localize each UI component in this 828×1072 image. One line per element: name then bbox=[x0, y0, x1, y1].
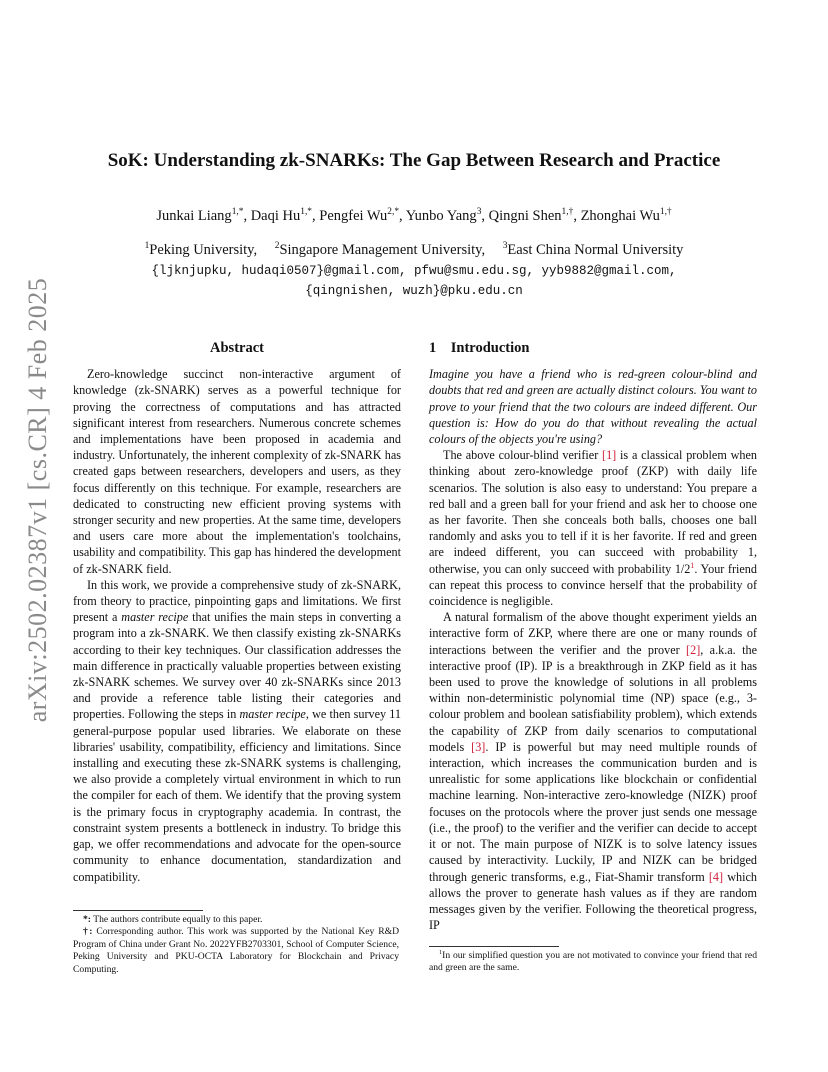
footnote-link[interactable]: 1 bbox=[690, 560, 695, 570]
affiliation-name: East China Normal University bbox=[507, 242, 684, 258]
author-mark: 1,† bbox=[561, 207, 574, 218]
text-run: that unifies the main steps in converting a program into a zk-SNARK. We then classify existing zk-SNARKs according to their key techniques. Our classification addresses the main difference in practically valuable properties between existing zk-SNARK schemes. We survey over 40 zk-SNARKs since 2013 and provide a reference table listing their categories and properties. Following the steps in bbox=[73, 610, 401, 722]
footnote-text: In our simplified question you are not motivated to convince your friend that red and green are the same. bbox=[429, 950, 757, 974]
footnote-equal-contribution bbox=[73, 914, 399, 926]
author-name: Daqi Hu bbox=[250, 208, 301, 224]
author-name: Pengfei Wu bbox=[319, 208, 388, 224]
citation-link[interactable]: [4] bbox=[708, 869, 724, 884]
text-run: . IP is powerful but may need multiple rounds of interaction, which increases the communication burden and is unrealistic for some applications like blockchain or confidential machine learning. Non-interactive zero-knowledge (NIZK) proof focuses on the protocols where the prover just sends one message (i.e., the proof) to the verifier and the verifier can decide to accept it or not. The main purpose of NIZK is to solve latency issues caused by interactivity. Luckily, IP and NIZK can be bridged through generic transforms, e.g., Fiat-Shamir transform bbox=[429, 739, 757, 884]
section-title: Introduction bbox=[450, 340, 530, 356]
citation-link[interactable]: [1] bbox=[602, 448, 617, 463]
footnote-text: Corresponding author. This work was supported by the National Key R&D Program of China under Grant No. 2022YFB2703301, School of Computer Science, Peking University and PKU-OCTA Laboratory for Blockchain and Privacy Computing. bbox=[73, 926, 400, 975]
author-name: Junkai Liang bbox=[156, 208, 232, 224]
affiliation-name: Singapore Management University, bbox=[279, 242, 486, 258]
footnotes-left bbox=[73, 914, 399, 976]
author-mark: 1,* bbox=[231, 207, 244, 218]
arxiv-identifier bbox=[18, 277, 58, 723]
text-run: is a classical problem when thinking about zero-knowledge proof (ZKP) with daily life scenarios. The solution is also easy to understand: You prepare a red ball and a green ball for your friend and ask her to choose one as her favorite. Then she conceals both balls, chooses one ball randomly and asks you to tell if it is her favorite. If red and green are indeed different, you can succeed with probability 1, otherwise, you can only succeed with probability 1/2 bbox=[429, 448, 757, 576]
abstract-paragraph-1: Zero-knowledge succinct non-interactive argument of knowledge (zk-SNARK) serves as a powerful technique for proving the correctness of computations and has attracted significant interest from researchers. Numerous concrete schemes and implementations have been proposed in academia and industry. Unfortunately, the inherent complexity of zk-SNARK has created gaps between researchers, developers and users, as they focus differently on this technique. For example, researchers are dedicated to constructing new efficient proving systems with stronger security and new properties. At the same time, developers and users care more about the implementation's toolchains, usability and compatibility. This gap has hindered the development of zk-SNARK field. bbox=[73, 367, 401, 576]
section-number: 1 bbox=[429, 340, 437, 356]
right-column bbox=[429, 340, 757, 933]
citation-link[interactable]: [2] bbox=[686, 642, 701, 657]
intro-paragraph-2 bbox=[429, 609, 757, 933]
author-name: Qingni Shen bbox=[488, 208, 562, 224]
abstract-paragraph-2 bbox=[73, 577, 401, 885]
citation-link[interactable]: [3] bbox=[471, 739, 486, 754]
text-run: In this work, we provide a comprehensive study of zk-SNARK, from theory to practice, pinpointing gaps and limitations. We first present a bbox=[73, 577, 401, 625]
affiliations bbox=[0, 242, 828, 259]
affiliation-number: 1 bbox=[144, 241, 150, 252]
text-run: The above colour-blind verifier bbox=[443, 448, 603, 463]
text-run: which allows the prover to generate hash values as if they are random messages given by the verifier. Following the theoretical progress, IP bbox=[429, 869, 757, 933]
footnote-mark: *: bbox=[83, 914, 91, 925]
footnote-corresponding-author bbox=[73, 926, 399, 976]
affiliation-number: 2 bbox=[274, 241, 280, 252]
abstract-heading: Abstract bbox=[210, 340, 264, 356]
footnote-mark: †: bbox=[83, 926, 93, 938]
text-run: , a.k.a. the interactive proof (IP). IP is a breakthrough in ZKP field as it has been used to prove the knowledge of solutions in all problems within non-deterministic polynomial time (NP) space (e.g., 3-colour problem and boolean satisfiability problem), which extends the capability of ZKP from daily scenarios to computational models bbox=[429, 642, 757, 754]
footnote-number: 1 bbox=[439, 948, 443, 956]
text-run: A natural formalism of the above thought experiment yields an interactive form of ZKP, where there are one or many rounds of interactions between the verifier and the prover bbox=[429, 610, 757, 657]
footnote-right bbox=[429, 950, 757, 975]
affiliation-name: Peking University, bbox=[149, 242, 258, 258]
arxiv-identifier-text: arXiv:2502.02387v1 [cs.CR] 4 Feb 2025 bbox=[23, 277, 52, 723]
emphasis: master recipe bbox=[239, 707, 306, 722]
section-heading bbox=[429, 340, 757, 356]
author-name: Yunbo Yang bbox=[405, 208, 477, 224]
text-run: . Your friend can repeat this process to convince herself that the probability of coincidence is negligible. bbox=[429, 561, 757, 609]
text-run: , we then survey 11 general-purpose popular used libraries. We elaborate on these libraries' usability, compatibility, efficiency and limitations. Since installing and executing these zk-SNARK systems is challenging, we also provide a completely virtual environment in which to run the compiler for each of them. We identify that the proving system is the primary focus in cryptography academia. In contrast, the constraint system presents a bottleneck in industry. To bridge this gap, we offer recommendations and advocate for the open-source community to enhance documentation, standardization and compatibility. bbox=[73, 707, 402, 884]
author-mark: 2,* bbox=[387, 207, 400, 218]
affiliation-number: 3 bbox=[502, 241, 508, 252]
intro-italic-paragraph: Imagine you have a friend who is red-green colour-blind and doubts that red and green are actually distinct colours. You want to prove to your friend that the two colours are indeed different. Our question is: How do you do that without revealing the actual colours of the objects you're using? bbox=[429, 367, 757, 447]
email-line-1: {ljknjupku, hudaqi0507}@gmail.com, pfwu@smu.edu.sg, yyb9882@gmail.com, bbox=[151, 264, 677, 278]
author-mark: 1,† bbox=[659, 207, 672, 218]
email-line-2: {qingnishen, wuzh}@pku.edu.cn bbox=[305, 284, 523, 298]
footnote-text: The authors contribute equally to this paper. bbox=[91, 914, 263, 925]
left-column bbox=[73, 340, 401, 885]
footnote-rule-left bbox=[73, 910, 203, 911]
intro-paragraph-1 bbox=[429, 447, 757, 609]
author-mark: 3 bbox=[476, 207, 482, 218]
footnote-colour-question bbox=[429, 950, 757, 975]
footnote-rule-right bbox=[429, 946, 559, 947]
author-list: Junkai Liang$^{1,*}$, Daqi $Hu^{1,*}$, Pengfei $Wu^{2,*}$, Yunbo Yang$^3$, Qingni Shen$^{1,\dagger}$, Zhonghai $Wu^{1,\dagger}$ bbox=[156, 207, 672, 224]
author-name: Zhonghai Wu bbox=[580, 208, 660, 224]
emphasis: master recipe bbox=[121, 610, 189, 625]
paper-title: SoK: Understanding zk-SNARKs: The Gap Between Research and Practice bbox=[107, 150, 721, 171]
author-mark: 1,* bbox=[300, 207, 313, 218]
